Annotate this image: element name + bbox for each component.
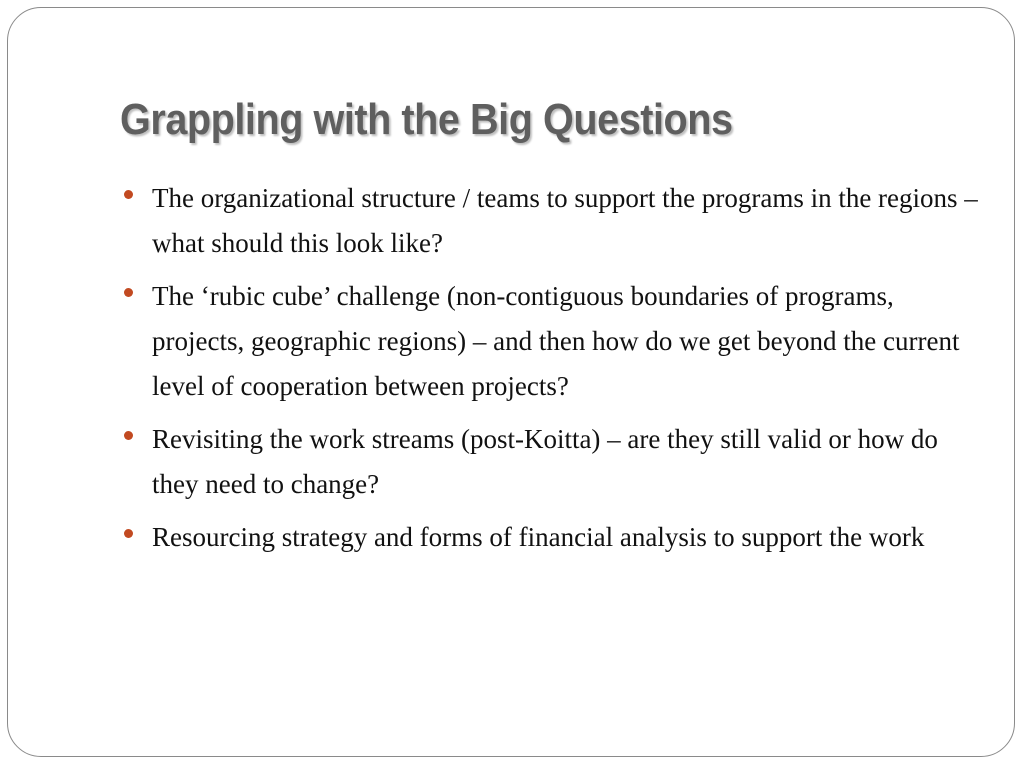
bullet-dot-icon <box>124 190 133 199</box>
bullet-item <box>124 417 984 507</box>
bullet-text: Revisiting the work streams (post-Koitta) – are they still valid or how do they need to change? <box>152 424 938 499</box>
bullet-dot-icon <box>124 431 133 440</box>
bullet-text: The organizational structure / teams to support the programs in the regions – what should this look like? <box>152 183 978 258</box>
bullet-item <box>124 176 984 266</box>
bullet-list <box>124 176 984 568</box>
bullet-dot-icon <box>124 529 133 538</box>
bullet-text: The ‘rubic cube’ challenge (non-contiguous boundaries of programs, projects, geographic regions) – and then how do we get beyond the current level of cooperation between projects? <box>152 281 960 401</box>
slide-frame <box>7 7 1015 757</box>
bullet-item <box>124 515 984 560</box>
slide-title: Grappling with the Big Questions <box>120 95 733 144</box>
bullet-item <box>124 274 984 409</box>
bullet-dot-icon <box>124 288 133 297</box>
bullet-text: Resourcing strategy and forms of financial analysis to support the work <box>152 522 925 552</box>
